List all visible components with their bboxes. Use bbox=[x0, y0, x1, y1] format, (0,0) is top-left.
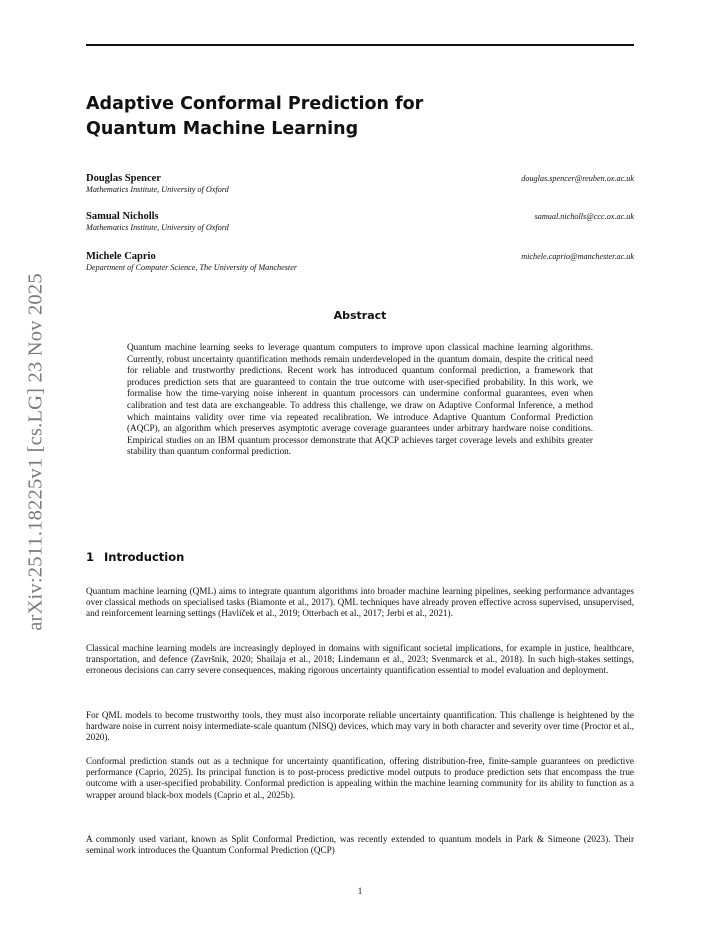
page-number: 1 bbox=[357, 886, 363, 896]
top-rule bbox=[86, 44, 634, 46]
body-paragraph-3: For QML models to become trustworthy tools, they must also incorporate reliable uncertainty quantification. This challenge is heightened by the hardware noise in current noisy intermediate-scale quantum (NISQ) devices, which may vary in both character and severity over time (Proctor et al., 2020). bbox=[86, 710, 634, 743]
body-paragraph-1: Quantum machine learning (QML) aims to integrate quantum algorithms into broader machine learning pipelines, seeking performance advantages over classical methods on specialised tasks (Biamonte et al., 2017). QML techniques have already proven effective across supervised, unsupervised, and reinforcement learning settings (Havlíček et al., 2019; Otterbach et al., 2017; Jerbi et al., 2021). bbox=[86, 586, 634, 619]
body-paragraph-5: A commonly used variant, known as Split Conformal Prediction, was recently extended to quantum models in Park & Simeone (2023). Their seminal work introduces the Quantum Conformal Prediction (QCP) bbox=[86, 834, 634, 856]
author-name: Samual Nicholls bbox=[86, 211, 159, 222]
author-block-1 bbox=[86, 173, 634, 195]
title-line-1: Adaptive Conformal Prediction for bbox=[86, 94, 424, 114]
section-title: Introduction bbox=[104, 550, 185, 564]
paper-title bbox=[86, 92, 634, 142]
author-name: Michele Caprio bbox=[86, 251, 156, 262]
body-paragraph-2: Classical machine learning models are increasingly deployed in domains with significant societal implications, for example in justice, healthcare, transportation, and defence (Završnik, 2020; Shailaja et al., 2018; Lindemann et al., 2023; Svenmarck et al., 2018). In such high-stakes settings, erroneous decisions can carry severe consequences, making rigorous uncertainty quantification essential to model evaluation and deployment. bbox=[86, 643, 634, 676]
body-paragraph-4: Conformal prediction stands out as a technique for uncertainty quantification, offering distribution-free, finite-sample guarantees on predictive performance (Caprio, 2025). Its principal function is to post-process predictive model outputs to produce prediction sets that encompass the true outcome with a user-specified probability. Conformal prediction is appealing within the machine learning community for its ability to function as a wrapper around black-box models (Caprio et al., 2025b). bbox=[86, 756, 634, 800]
author-block-2 bbox=[86, 211, 634, 233]
arxiv-identifier: arXiv:2511.18225v1 [cs.LG] 23 Nov 2025 bbox=[24, 273, 47, 631]
author-affiliation: Mathematics Institute, University of Oxford bbox=[86, 185, 229, 194]
author-email[interactable]: michele.caprio@manchester.ac.uk bbox=[521, 252, 634, 261]
arxiv-sidebar bbox=[16, 258, 56, 646]
section-number: 1 bbox=[86, 550, 95, 564]
author-email[interactable]: samual.nicholls@ccc.ox.ac.uk bbox=[534, 212, 634, 221]
author-affiliation: Department of Computer Science, The University of Manchester bbox=[86, 263, 298, 272]
author-block-3 bbox=[86, 251, 634, 273]
author-email[interactable]: douglas.spencer@reuben.ox.ac.uk bbox=[521, 174, 634, 183]
abstract-heading: Abstract bbox=[333, 309, 387, 322]
author-name: Douglas Spencer bbox=[86, 173, 161, 184]
author-affiliation: Mathematics Institute, University of Oxford bbox=[86, 223, 229, 232]
section-heading bbox=[86, 550, 184, 564]
abstract-text: Quantum machine learning seeks to leverage quantum computers to improve upon classical machine learning algorithms. Currently, robust uncertainty quantification methods remain underdeveloped in the quantum domain, despite the critical need for reliable and trustworthy predictions. Recent work has introduced quantum conformal prediction, a framework that produces prediction sets that are guaranteed to contain the true outcome with user-specified probability. In this work, we formalise how the time-varying noise inherent in quantum processors can undermine conformal guarantees, even when calibration and test data are exchangeable. To address this challenge, we draw on Adaptive Conformal Inference, a method which maintains validity over time via repeated recalibration. We introduce Adaptive Quantum Conformal Prediction (AQCP), an algorithm which preserves asymptotic average coverage guarantees under arbitrary hardware noise conditions. Empirical studies on an IBM quantum processor demonstrate that AQCP achieves target coverage levels and exhibits greater stability than quantum conformal prediction. bbox=[127, 342, 593, 457]
title-line-2: Quantum Machine Learning bbox=[86, 119, 359, 139]
